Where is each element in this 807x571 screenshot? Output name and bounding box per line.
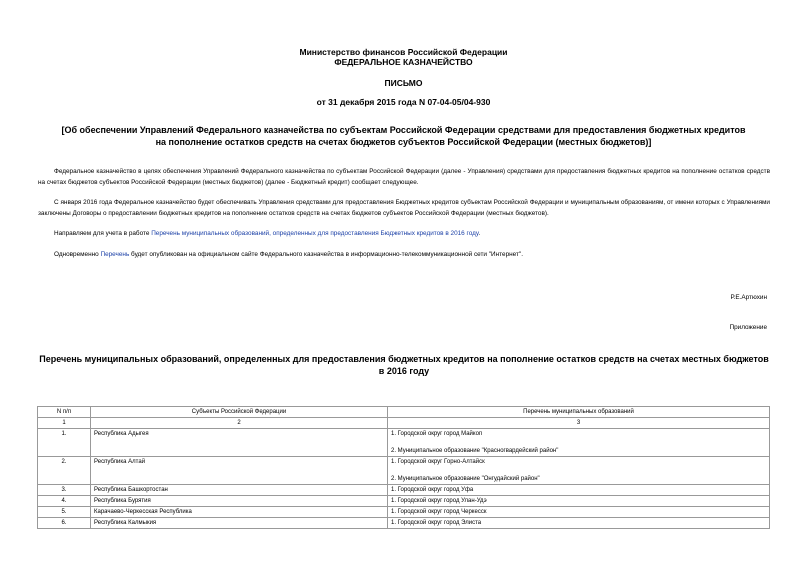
table-row [38, 507, 770, 518]
row-municipalities: 1. Городской округ город Улан-Удэ [388, 496, 770, 507]
list-link[interactable]: Перечень муниципальных образований, определенных для предоставления Бюджетных кредитов в 2016 году [151, 230, 479, 237]
municipality-item: 2. Муниципальное образование "Красногвардейский район" [391, 448, 559, 454]
paragraph-3: Направляем для учета в работе Перечень муниципальных образований, определенных для предоставления Бюджетных кредитов в 2016 году. [54, 230, 481, 237]
paragraph-2: С января 2016 года Федеральное казначейство будет обеспечивать Управления средствами для предоставления Бюджетных кредитов субъектам Российской Федерации и муниципальным образованиям, от имени которых с Управлениями заключены Договоры о предоставлении бюджетных кредитов на пополнение остатков средств на счетах бюджетов субъектов Российской Федерации (местных бюджетов). [38, 199, 770, 217]
row-subject: Республика Бурятия [91, 496, 388, 507]
document-title: [Об обеспечении Управлений Федерального казначейства по субъектам Российской Федерации средствами для предоставления бюджетных кредитов на пополнение остатков средств на счетах бюджетов субъектов Российской Федерации (местных бюджетов)] [61, 125, 746, 147]
ministry-heading: Министерство финансов Российской Федерации [299, 47, 508, 57]
agency-heading: ФЕДЕРАЛЬНОЕ КАЗНАЧЕЙСТВО [334, 57, 473, 67]
table-colnum-row [38, 418, 770, 429]
document-type: ПИСЬМО [384, 78, 423, 88]
row-subject: Республика Башкортостан [91, 485, 388, 496]
table-row [38, 429, 770, 457]
table-row [38, 485, 770, 496]
row-municipalities: 1. Городской округ город Черкесск [388, 507, 770, 518]
municipality-item: 2. Муниципальное образование "Онгудайский район" [391, 476, 540, 482]
table-header-row [38, 407, 770, 418]
list-title: Перечень муниципальных образований, определенных для предоставления бюджетных кредитов на пополнение остатков средств на счетах местных бюджетов в 2016 году [39, 354, 769, 376]
row-subject: Республика Адыгея [91, 429, 388, 457]
table-row [38, 496, 770, 507]
row-municipalities: 1. Городской округ город Элиста [388, 518, 770, 529]
table-row [38, 457, 770, 485]
header-subject: Субъекты Российской Федерации [91, 407, 388, 418]
row-municipalities [388, 429, 770, 457]
colnum-3: 3 [388, 418, 770, 429]
row-subject: Карачаево-Черкесская Республика [91, 507, 388, 518]
row-number: 6. [38, 518, 91, 529]
municipality-item: 1. Городской округ Горно-Алтайск [391, 459, 485, 465]
colnum-2: 2 [91, 418, 388, 429]
paragraph-4: Одновременно Перечень будет опубликован на официальном сайте Федерального казначейства в информационно-телекоммуникационной сети "Интернет". [54, 251, 523, 258]
appendix-label: Приложение [729, 324, 767, 331]
row-subject: Республика Алтай [91, 457, 388, 485]
row-municipalities: 1. Городской округ город Уфа [388, 485, 770, 496]
colnum-1: 1 [38, 418, 91, 429]
municipalities-table [37, 406, 770, 529]
signature: Р.Е.Артюхин [730, 294, 767, 301]
paragraph-1: Федеральное казначейство в целях обеспечения Управлений Федерального казначейства по субъектам Российской Федерации (далее - Управления) средствами для предоставления бюджетных кредитов на пополнение остатков средств на счетах бюджетов субъектов Российской Федерации (местных бюджетов) (далее - Бюджетный кредит) сообщает следующее. [38, 168, 770, 186]
row-number: 4. [38, 496, 91, 507]
row-municipalities [388, 457, 770, 485]
row-subject: Республика Калмыкия [91, 518, 388, 529]
table-row [38, 518, 770, 529]
row-number: 1. [38, 429, 91, 457]
row-number: 3. [38, 485, 91, 496]
row-number: 5. [38, 507, 91, 518]
row-number: 2. [38, 457, 91, 485]
header-municipalities: Перечень муниципальных образований [388, 407, 770, 418]
header-number: N п/п [38, 407, 91, 418]
list-short-link[interactable]: Перечень [100, 251, 130, 258]
municipality-item: 1. Городской округ город Майкоп [391, 431, 483, 437]
document-date-number: от 31 декабря 2015 года N 07-04-05/04-930 [316, 97, 491, 107]
